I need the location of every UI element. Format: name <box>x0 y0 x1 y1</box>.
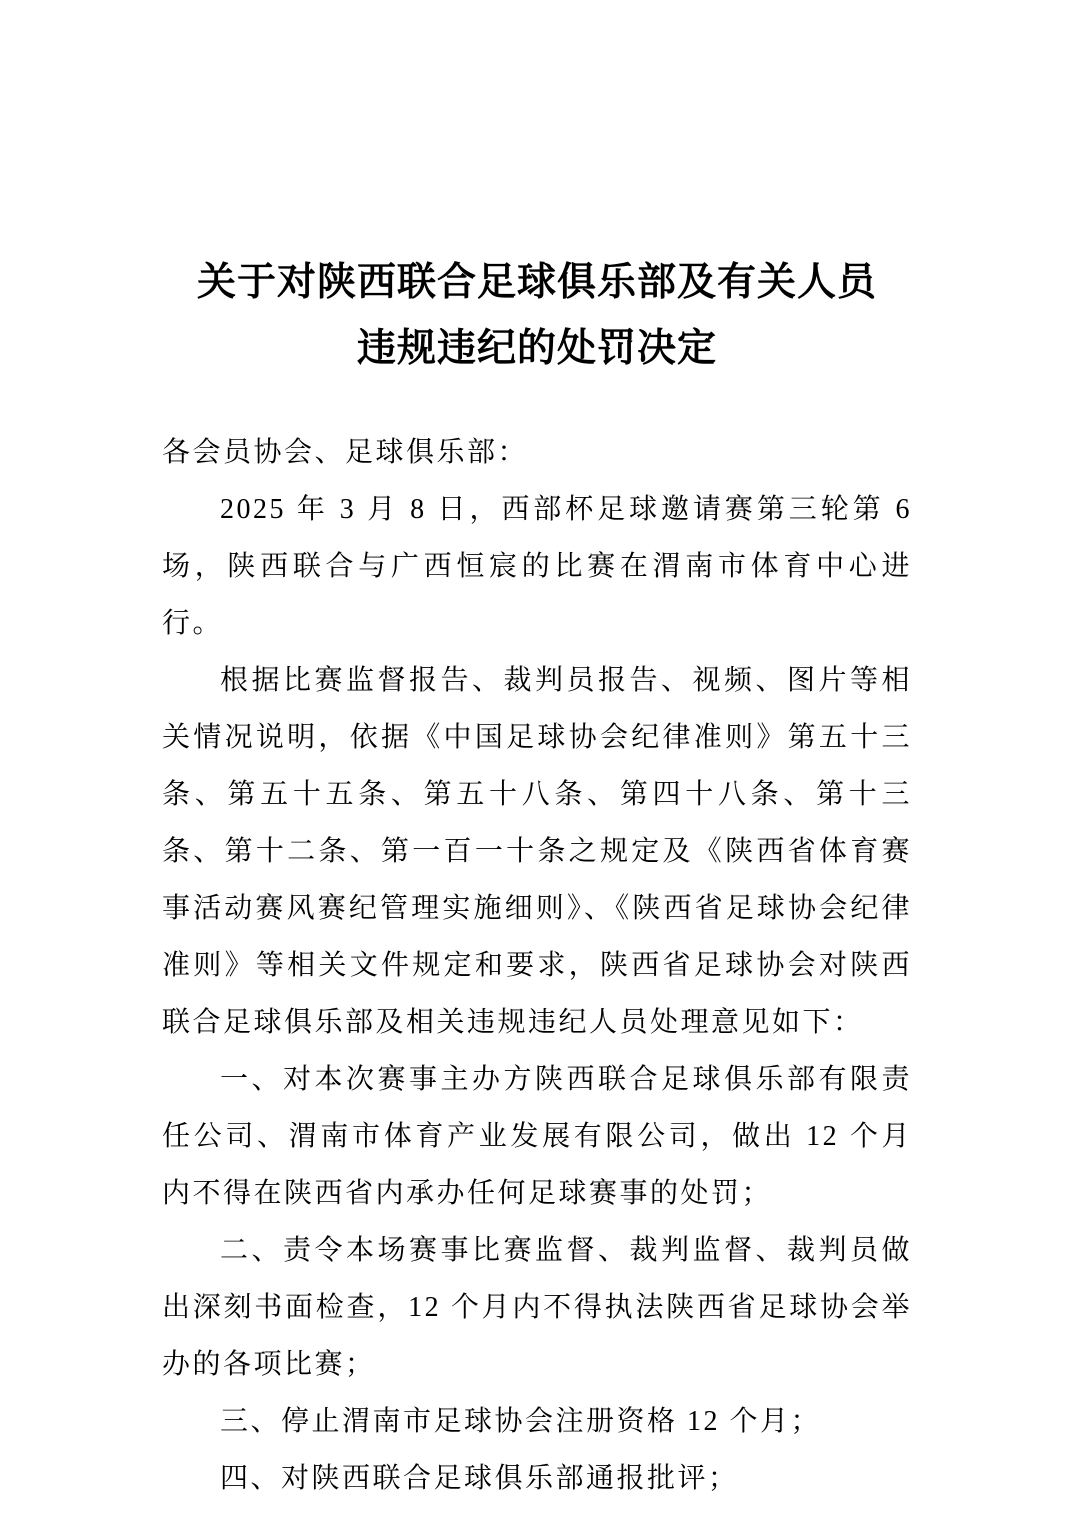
document-title-line-1: 关于对陕西联合足球俱乐部及有关人员 <box>196 261 877 304</box>
document-title <box>162 250 912 382</box>
paragraph-intro-match: 2025 年 3 月 8 日，西部杯足球邀请赛第三轮第 6 场，陕西联合与广西恒宸的比赛在渭南市体育中心进行。 <box>162 494 912 639</box>
paragraph-item-2: 二、责令本场赛事比赛监督、裁判监督、裁判员做出深刻书面检查，12 个月内不得执法陕西省足球协会举办的各项比赛； <box>162 1235 912 1380</box>
document-title-line-2: 违规违纪的处罚决定 <box>356 327 717 370</box>
salutation: 各会员协会、足球俱乐部： <box>162 437 529 468</box>
document-body <box>162 424 912 1507</box>
paragraph-item-1: 一、对本次赛事主办方陕西联合足球俱乐部有限责任公司、渭南市体育产业发展有限公司，做出 12 个月内不得在陕西省内承办任何足球赛事的处罚； <box>162 1064 912 1209</box>
paragraph-item-3: 三、停止渭南市足球协会注册资格 12 个月； <box>220 1406 822 1437</box>
paragraph-basis: 根据比赛监督报告、裁判员报告、视频、图片等相关情况说明，依据《中国足球协会纪律准则》第五十三条、第五十五条、第五十八条、第四十八条、第十三条、第十二条、第一百一十条之规定及《陕西省体育赛事活动赛风赛纪管理实施细则》、《陕西省足球协会纪律准则》等相关文件规定和要求，陕西省足球协会对陕西联合足球俱乐部及相关违规违纪人员处理意见如下： <box>162 665 912 1038</box>
paragraph-item-4: 四、对陕西联合足球俱乐部通报批评； <box>220 1463 739 1494</box>
